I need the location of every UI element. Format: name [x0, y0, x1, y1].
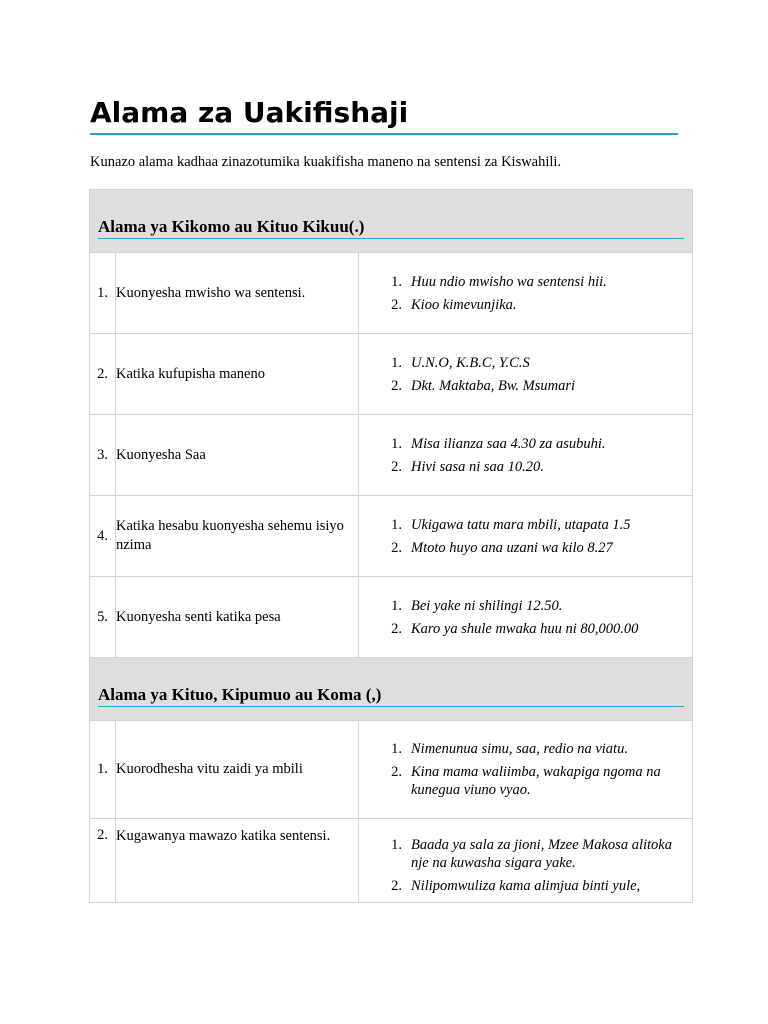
- row-number: 4.: [90, 496, 116, 577]
- row-description: Katika hesabu kuonyesha sehemu isiyo nzima: [116, 496, 359, 577]
- examples-list: [359, 836, 692, 895]
- row-examples: [359, 334, 693, 415]
- row-description: Kugawanya mawazo katika sentensi.: [116, 819, 359, 903]
- example-text: Ukigawa tatu mara mbili, utapata 1.5: [411, 516, 631, 533]
- table-row: [90, 577, 693, 658]
- example-text: Huu ndio mwisho wa sentensi hii.: [411, 273, 607, 290]
- example-text: Nilipomwuliza kama alimjua binti yule,: [411, 878, 641, 894]
- example-item: [359, 539, 692, 557]
- example-item: [359, 763, 692, 799]
- table-row: [90, 496, 693, 577]
- example-text: Bei yake ni shilingi 12.50.: [411, 597, 563, 614]
- example-text: Misa ilianza saa 4.30 za asubuhi.: [411, 435, 606, 452]
- example-item: [359, 597, 692, 615]
- example-number: 1.: [391, 597, 402, 614]
- example-item: [359, 273, 692, 291]
- table-row: [90, 721, 693, 819]
- example-text: Kina mama waliimba, wakapiga ngoma na kunegua viuno vyao.: [411, 764, 661, 798]
- example-item: [359, 377, 692, 395]
- example-number: 2.: [391, 878, 402, 894]
- row-description: Kuonyesha senti katika pesa: [116, 577, 359, 658]
- example-text: Dkt. Maktaba, Bw. Msumari: [411, 377, 576, 394]
- row-examples: [359, 577, 693, 658]
- row-number: 1.: [90, 721, 116, 819]
- punctuation-table: [89, 189, 693, 903]
- examples-list: [359, 273, 692, 314]
- examples-list: [359, 354, 692, 395]
- example-number: 2.: [391, 377, 402, 394]
- example-number: 1.: [391, 435, 402, 452]
- example-item: [359, 296, 692, 314]
- example-number: 1.: [391, 354, 402, 371]
- example-number: 2.: [391, 458, 402, 475]
- row-examples: [359, 721, 693, 819]
- example-number: 1.: [391, 741, 402, 757]
- examples-list: [359, 597, 692, 638]
- row-examples: [359, 819, 693, 903]
- example-text: Karo ya shule mwaka huu ni 80,000.00: [411, 620, 639, 637]
- row-description: Kuorodhesha vitu zaidi ya mbili: [116, 721, 359, 819]
- row-description: Katika kufupisha maneno: [116, 334, 359, 415]
- example-number: 2.: [391, 764, 402, 780]
- example-item: [359, 740, 692, 758]
- example-number: 1.: [391, 273, 402, 290]
- row-examples: [359, 415, 693, 496]
- example-number: 1.: [391, 837, 402, 853]
- example-number: 2.: [391, 620, 402, 637]
- row-number: 1.: [90, 253, 116, 334]
- intro-paragraph: Kunazo alama kadhaa zinazotumika kuakifisha maneno na sentensi za Kiswahili.: [90, 154, 562, 170]
- example-item: [359, 620, 692, 638]
- example-number: 1.: [391, 516, 402, 533]
- row-number: 2.: [90, 334, 116, 415]
- table-row: [90, 415, 693, 496]
- example-text: Kioo kimevunjika.: [411, 296, 517, 313]
- example-item: [359, 836, 692, 872]
- example-item: [359, 354, 692, 372]
- row-description: Kuonyesha mwisho wa sentensi.: [116, 253, 359, 334]
- row-examples: [359, 253, 693, 334]
- table-row: [90, 253, 693, 334]
- page-title: Alama za Uakifishaji: [90, 95, 678, 135]
- example-number: 2.: [391, 539, 402, 556]
- section-header-row: [90, 190, 693, 253]
- row-number: 5.: [90, 577, 116, 658]
- table-row: [90, 334, 693, 415]
- example-text: Baada ya sala za jioni, Mzee Makosa alitoka nje na kuwasha sigara yake.: [411, 837, 672, 871]
- row-number: 3.: [90, 415, 116, 496]
- examples-list: [359, 516, 692, 557]
- example-text: Mtoto huyo ana uzani wa kilo 8.27: [411, 539, 613, 556]
- row-description: Kuonyesha Saa: [116, 415, 359, 496]
- example-item: [359, 435, 692, 453]
- example-text: Nimenunua simu, saa, redio na viatu.: [411, 741, 628, 757]
- section-title: Alama ya Kituo, Kipumuo au Koma (,): [98, 671, 684, 707]
- examples-list: [359, 435, 692, 476]
- example-text: U.N.O, K.B.C, Y.C.S: [411, 354, 530, 371]
- section-header-row: [90, 658, 693, 721]
- example-item: [359, 458, 692, 476]
- example-item: [359, 516, 692, 534]
- row-examples: [359, 496, 693, 577]
- example-text: Hivi sasa ni saa 10.20.: [411, 458, 544, 475]
- examples-list: [359, 740, 692, 799]
- row-number: 2.: [90, 819, 116, 903]
- table-row: [90, 819, 693, 903]
- example-number: 2.: [391, 296, 402, 313]
- section-title: Alama ya Kikomo au Kituo Kikuu(.): [98, 203, 684, 239]
- example-item: [359, 877, 692, 895]
